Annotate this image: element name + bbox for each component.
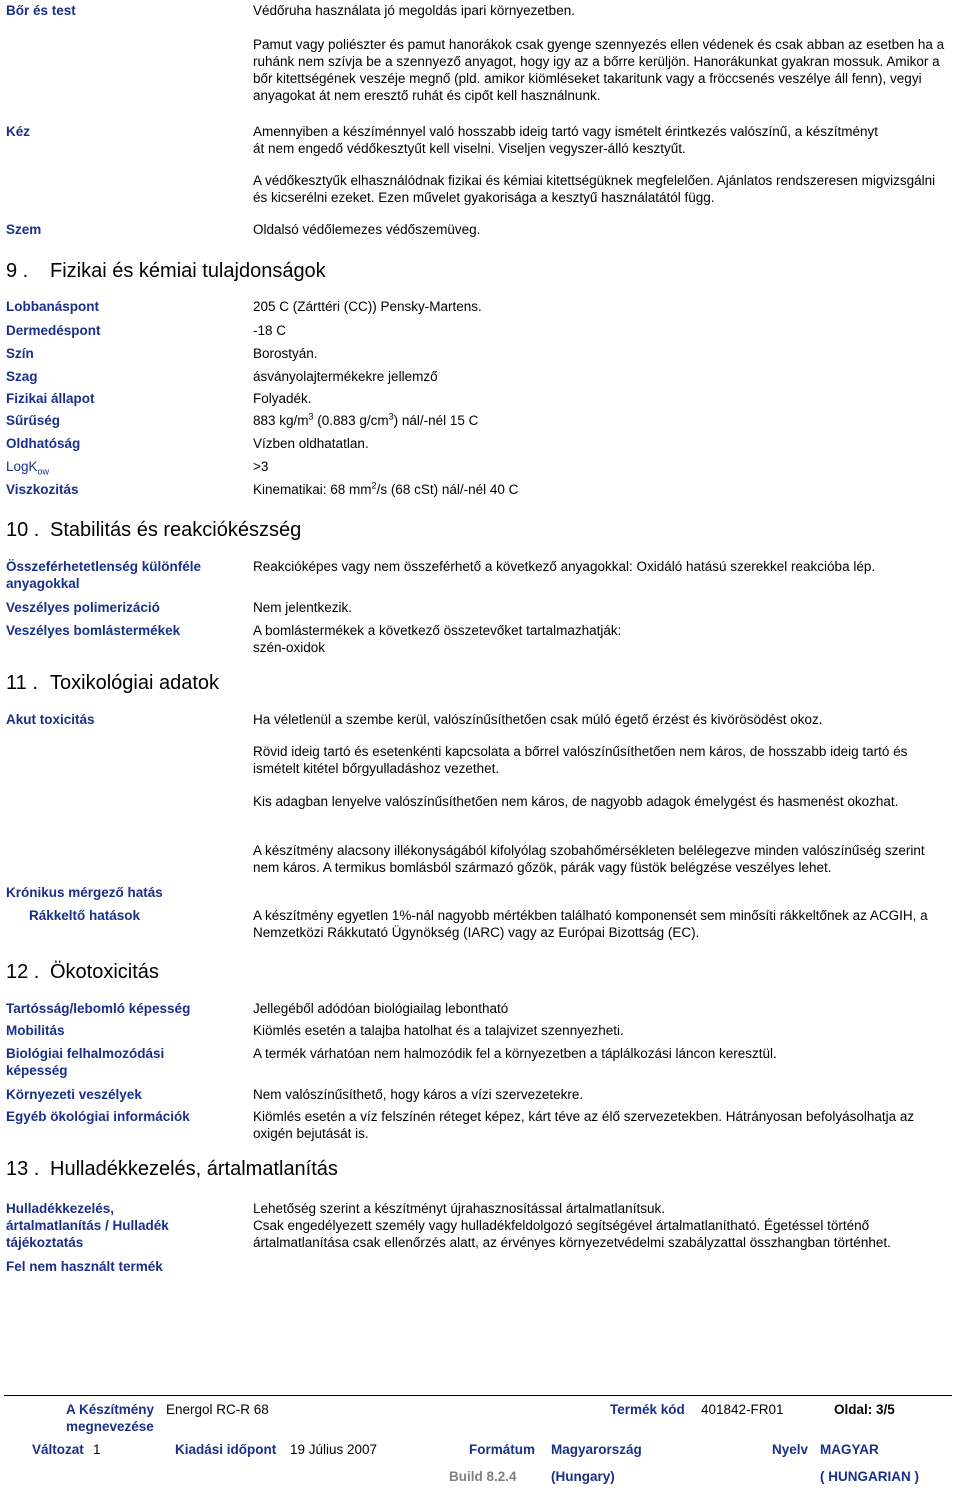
eco-label: Egyéb ökológiai információk xyxy=(6,1109,190,1124)
section-12-heading xyxy=(6,960,159,984)
prop-label: Dermedéspont xyxy=(6,323,101,338)
section-title: Ökotoxicitás xyxy=(50,961,159,983)
eco-value: Nem valószínűsíthető, hogy káros a vízi szervezetekre. xyxy=(253,1087,584,1102)
product-code-value: 401842-FR01 xyxy=(701,1402,784,1417)
viscosity-label: Viszkozitás xyxy=(6,482,79,497)
prop-value: Folyadék. xyxy=(253,391,312,406)
skin-text-1: Védőruha használata jó megoldás ipari környezetben. xyxy=(253,3,575,18)
eco-value: Kiömlés esetén a talajba hatolhat és a talajvizet szennyezheti. xyxy=(253,1023,624,1038)
eco-value: Kiömlés esetén a víz felszínén réteget képez, kárt téve az élő szervezetekben. Hátrányosan befolyásolhatja az oxigén bejutását is. xyxy=(253,1109,915,1141)
section-number: 10 . xyxy=(6,519,40,541)
format-sub: (Hungary) xyxy=(551,1469,615,1484)
page-number: Oldal: 3/5 xyxy=(834,1402,895,1417)
skin-label: Bőr és test xyxy=(6,3,76,18)
eco-value: Jellegéből adódóan biológiailag lebontható xyxy=(253,1001,509,1016)
prop-label: Fizikai állapot xyxy=(6,391,95,406)
hand-text-1: Amennyiben a készíménnyel való hosszabb ideig tartó vagy ismételt érintkezés valószínű, a készítményt át nem engedő védőkesztyűt kell viselni. Viseljen vegyszer-álló kesztyűt. xyxy=(253,124,879,156)
format-label: Formátum xyxy=(469,1442,536,1457)
format-value: Magyarország xyxy=(551,1442,642,1457)
section-13-heading xyxy=(6,1157,338,1181)
product-name-value: Energol RC-R 68 xyxy=(166,1402,269,1417)
prop-label: Lobbanáspont xyxy=(6,299,99,314)
prop-label: Szag xyxy=(6,369,38,384)
eco-label: Mobilitás xyxy=(6,1023,65,1038)
language-value: MAGYAR xyxy=(820,1442,879,1457)
prop-value: 205 C (Zárttéri (CC)) Pensky-Martens. xyxy=(253,299,482,314)
acute-text-4: A készítmény alacsony illékonyságából kifolyólag szobahőmérsékleten belélegezve minden valószínűség szerint nem káros. A termikus bomlásból származó gőzök, párák vagy füstök belégzése veszélyes lehet. xyxy=(253,843,925,875)
issue-date-value: 19 Július 2007 xyxy=(290,1442,378,1457)
version-value: 1 xyxy=(93,1442,101,1457)
incompat-value: Reakcióképes vagy nem összeférhető a következő anyagokkal: Oxidáló hatású szerekkel reakcióba lép. xyxy=(253,559,876,574)
eco-value: A termék várhatóan nem halmozódik fel a környezetben a táplálkozási láncon keresztül. xyxy=(253,1046,777,1061)
section-number: 12 . xyxy=(6,961,40,983)
prop-value: ásványolajtermékekre jellemző xyxy=(253,369,438,384)
waste-value-1: Lehetőség szerint a készítményt újrahasznosítással ártalmatlanítsuk. xyxy=(253,1201,665,1216)
unused-product-label: Fel nem használt termék xyxy=(6,1259,163,1274)
hand-label: Kéz xyxy=(6,124,31,139)
solubility-value: Vízben oldhatatlan. xyxy=(253,436,369,451)
prop-value: -18 C xyxy=(253,323,287,338)
viscosity-value: Kinematikai: 68 $mm^2/s$ (68 cSt) nál/-nél 40 C xyxy=(253,480,519,497)
logk-label: LogK$_{ow}$ xyxy=(6,459,50,477)
section-number: 11 . xyxy=(6,672,38,694)
language-label: Nyelv xyxy=(772,1442,809,1457)
logk-value: >3 xyxy=(253,459,269,474)
section-title: Hulladékkezelés, ártalmatlanítás xyxy=(50,1158,338,1180)
chronic-label: Krónikus mérgező hatás xyxy=(6,885,163,900)
density-value: 883 $kg/m^3$ (0.883 $g/cm^3$) nál/-nél 15 C xyxy=(253,411,479,428)
eye-label: Szem xyxy=(6,222,42,237)
waste-label: Hulladékkezelés, ártalmatlanítás / Hulladék tájékoztatás xyxy=(6,1201,169,1250)
section-number: 9 . xyxy=(6,260,29,282)
hand-text-2: A védőkesztyűk elhasználódnak fizikai és kémiai kitettségüknek megfelelően. Ajánlatos rendszeresen migvizsgálni és kicserélni ezeket. Ezen művelet gyakorisága a kesztyű használatától függ. xyxy=(253,173,936,205)
issue-date-label: Kiadási időpont xyxy=(175,1442,277,1457)
footer-divider xyxy=(4,1395,952,1396)
decomposition-value-1: A bomlástermékek a következő összetevőket tartalmazhatják: xyxy=(253,623,622,638)
decomposition-label: Veszélyes bomlástermékek xyxy=(6,623,181,638)
language-sub: ( HUNGARIAN ) xyxy=(820,1469,919,1484)
section-title: Toxikológiai adatok xyxy=(50,672,219,694)
section-number: 13 . xyxy=(6,1158,40,1180)
density-label: Sűrűség xyxy=(6,413,61,428)
polymerization-value: Nem jelentkezik. xyxy=(253,600,353,615)
carcinogenic-label: Rákkeltő hatások xyxy=(29,908,141,923)
section-10-heading xyxy=(6,518,301,542)
prop-label: Szín xyxy=(6,346,34,361)
skin-text-2: Pamut vagy poliészter és pamut hanorákok csak gyenge szennyezés ellen védenek és csak abban az esetben ha a ruhánk nem szívja be a szennyező anyagot, hogy igy az a bőrre kerüljön. Hanorákunkat gyakran mossuk. Amikor a bőr kitettségének veszéje megnő (pld. amikor kiömléseket takaritunk vagy a fröccsenés veszélye áll fenn), vegyi anyagokat át nem eresztő ruhát és cipőt kell használnunk. xyxy=(253,37,945,103)
eco-label: Tartósság/lebomló képesség xyxy=(6,1001,191,1016)
waste-value-2: Csak engedélyezett személy vagy hulladékfeldolgozó segítségével ártalmatlanítható. Égetéssel történő ártalmatlanítása csak ellenőrzés alatt, az érvényes környezetvédelmi szabályzattal összhangban történhet. xyxy=(253,1218,891,1250)
version-label: Változat xyxy=(32,1442,84,1457)
decomposition-value-2: szén-oxidok xyxy=(253,640,326,655)
section-11-heading xyxy=(6,671,219,695)
product-code-label: Termék kód xyxy=(610,1402,685,1417)
section-9-heading xyxy=(6,259,326,283)
acute-label: Akut toxicitás xyxy=(6,712,95,727)
section-title: Fizikai és kémiai tulajdonságok xyxy=(50,260,326,282)
solubility-label: Oldhatóság xyxy=(6,436,81,451)
acute-text-1: Ha véletlenül a szembe kerül, valószínűsíthetően csak múló égető érzést és kivörösödést okoz. xyxy=(253,712,823,727)
acute-text-2: Rövid ideig tartó és esetenkénti kapcsolata a bőrrel valószínűsíthetően nem káros, de hosszabb ideig tartó és ismételt kitétel bőrgyulladáshoz vezethet. xyxy=(253,744,908,776)
section-title: Stabilitás és reakciókészség xyxy=(50,519,302,541)
carcinogenic-value: A készítmény egyetlen 1%-nál nagyobb mértékben található komponensét sem minősíti rákkeltőnek az ACGIH, a Nemzetközi Rákkutató Ügynökség (IARC) vagy az Európai Bizottság (EC). xyxy=(253,908,928,940)
eye-text: Oldalsó védőlemezes védőszemüveg. xyxy=(253,222,481,237)
prop-value: Borostyán. xyxy=(253,346,318,361)
build-number: Build 8.2.4 xyxy=(449,1469,517,1484)
eco-label: Biológiai felhalmozódási képesség xyxy=(6,1046,165,1078)
incompat-label: Összeférhetetlenség különféle anyagokkal xyxy=(6,559,202,591)
eco-label: Környezeti veszélyek xyxy=(6,1087,142,1102)
polymerization-label: Veszélyes polimerizáció xyxy=(6,600,160,615)
acute-text-3: Kis adagban lenyelve valószínűsíthetően nem káros, de nagyobb adagok émelygést és hasmenést okozhat. xyxy=(253,794,899,809)
product-name-label: A Készítmény megnevezése xyxy=(66,1402,155,1434)
